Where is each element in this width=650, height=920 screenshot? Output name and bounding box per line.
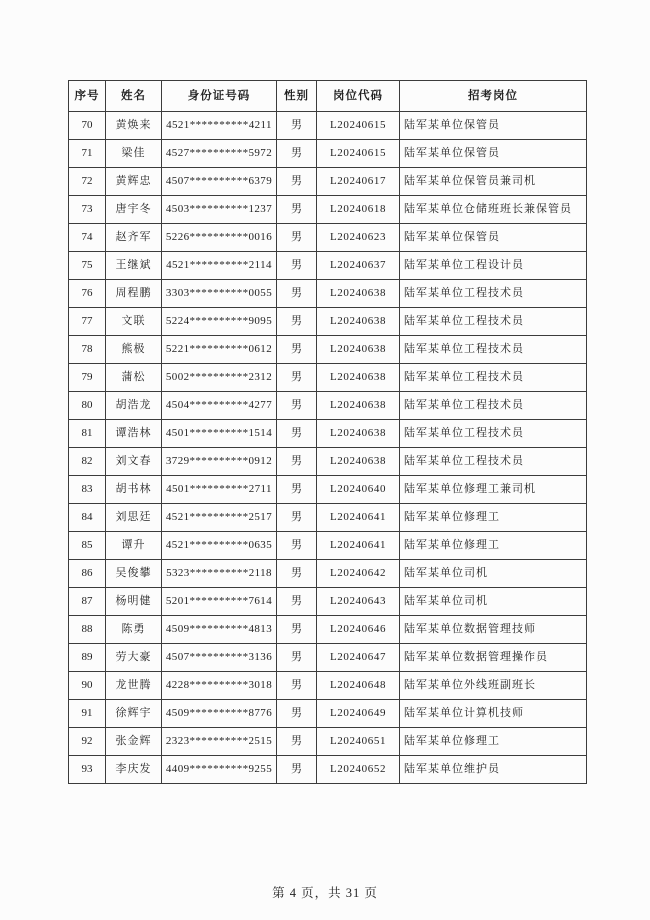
id-number-cell: 4503**********1237	[162, 196, 277, 224]
post-code-cell: L20240651	[317, 728, 400, 756]
table-row	[69, 728, 587, 756]
name-cell: 杨明健	[106, 588, 162, 616]
post-code-cell: L20240642	[317, 560, 400, 588]
serial-cell: 74	[69, 224, 106, 252]
serial-cell: 73	[69, 196, 106, 224]
table-row	[69, 168, 587, 196]
id-number-cell: 4521**********0635	[162, 532, 277, 560]
name-cell: 李庆发	[106, 756, 162, 784]
serial-cell: 82	[69, 448, 106, 476]
id-number-cell: 4504**********4277	[162, 392, 277, 420]
header-row	[69, 81, 587, 112]
post-title-cell: 陆军某单位修理工	[400, 728, 587, 756]
gender-cell: 男	[277, 588, 317, 616]
page-number-footer: 第 4 页，共 31 页	[272, 886, 378, 900]
gender-cell: 男	[277, 364, 317, 392]
post-code-cell: L20240652	[317, 756, 400, 784]
post-title-cell: 陆军某单位工程设计员	[400, 252, 587, 280]
table-row	[69, 252, 587, 280]
post-title-cell: 陆军某单位修理工兼司机	[400, 476, 587, 504]
post-code-cell: L20240623	[317, 224, 400, 252]
id-number-cell: 5226**********0016	[162, 224, 277, 252]
table-row	[69, 364, 587, 392]
post-title-cell: 陆军某单位数据管理操作员	[400, 644, 587, 672]
table-row	[69, 588, 587, 616]
gender-cell: 男	[277, 476, 317, 504]
name-cell: 赵齐军	[106, 224, 162, 252]
post-title-cell: 陆军某单位工程技术员	[400, 448, 587, 476]
name-cell: 黄辉忠	[106, 168, 162, 196]
gender-cell: 男	[277, 420, 317, 448]
gender-cell: 男	[277, 728, 317, 756]
id-number-cell: 5323**********2118	[162, 560, 277, 588]
name-cell: 熊极	[106, 336, 162, 364]
serial-cell: 71	[69, 140, 106, 168]
serial-cell: 70	[69, 112, 106, 140]
gender-cell: 男	[277, 448, 317, 476]
post-title-cell: 陆军某单位保管员	[400, 140, 587, 168]
post-title-cell: 陆军某单位修理工	[400, 532, 587, 560]
name-cell: 文联	[106, 308, 162, 336]
table-header	[69, 81, 587, 112]
table-row	[69, 420, 587, 448]
table-row	[69, 196, 587, 224]
table-row	[69, 756, 587, 784]
post-title-cell: 陆军某单位工程技术员	[400, 336, 587, 364]
serial-cell: 85	[69, 532, 106, 560]
gender-cell: 男	[277, 532, 317, 560]
post-code-cell: L20240640	[317, 476, 400, 504]
id-number-cell: 3303**********0055	[162, 280, 277, 308]
post-title-cell: 陆军某单位维护员	[400, 756, 587, 784]
post-title-cell: 陆军某单位计算机技师	[400, 700, 587, 728]
table-row	[69, 392, 587, 420]
name-cell: 龙世腾	[106, 672, 162, 700]
table-row	[69, 644, 587, 672]
name-cell: 梁佳	[106, 140, 162, 168]
serial-cell: 72	[69, 168, 106, 196]
post-code-cell: L20240618	[317, 196, 400, 224]
post-code-cell: L20240646	[317, 616, 400, 644]
id-number-cell: 4501**********2711	[162, 476, 277, 504]
post-code-cell: L20240638	[317, 364, 400, 392]
name-cell: 劳大豪	[106, 644, 162, 672]
post-code-cell: L20240615	[317, 140, 400, 168]
post-title-cell: 陆军某单位数据管理技师	[400, 616, 587, 644]
name-cell: 唐宇冬	[106, 196, 162, 224]
gender-cell: 男	[277, 672, 317, 700]
column-header-col-id: 身份证号码	[162, 81, 277, 112]
post-code-cell: L20240615	[317, 112, 400, 140]
serial-cell: 81	[69, 420, 106, 448]
column-header-col-post: 招考岗位	[400, 81, 587, 112]
table-row	[69, 112, 587, 140]
gender-cell: 男	[277, 308, 317, 336]
post-code-cell: L20240638	[317, 308, 400, 336]
table-row	[69, 280, 587, 308]
name-cell: 谭升	[106, 532, 162, 560]
gender-cell: 男	[277, 224, 317, 252]
post-code-cell: L20240617	[317, 168, 400, 196]
name-cell: 吴俊攀	[106, 560, 162, 588]
id-number-cell: 4521**********2114	[162, 252, 277, 280]
post-title-cell: 陆军某单位保管员兼司机	[400, 168, 587, 196]
name-cell: 蒲松	[106, 364, 162, 392]
gender-cell: 男	[277, 112, 317, 140]
table-row	[69, 532, 587, 560]
gender-cell: 男	[277, 616, 317, 644]
post-title-cell: 陆军某单位保管员	[400, 224, 587, 252]
post-title-cell: 陆军某单位工程技术员	[400, 364, 587, 392]
id-number-cell: 4507**********3136	[162, 644, 277, 672]
id-number-cell: 4507**********6379	[162, 168, 277, 196]
table-row	[69, 560, 587, 588]
gender-cell: 男	[277, 756, 317, 784]
table-row	[69, 448, 587, 476]
table-row	[69, 140, 587, 168]
serial-cell: 92	[69, 728, 106, 756]
gender-cell: 男	[277, 644, 317, 672]
table-row	[69, 504, 587, 532]
name-cell: 陈勇	[106, 616, 162, 644]
table-row	[69, 672, 587, 700]
post-code-cell: L20240637	[317, 252, 400, 280]
gender-cell: 男	[277, 196, 317, 224]
serial-cell: 80	[69, 392, 106, 420]
serial-cell: 79	[69, 364, 106, 392]
serial-cell: 90	[69, 672, 106, 700]
gender-cell: 男	[277, 280, 317, 308]
name-cell: 胡书林	[106, 476, 162, 504]
serial-cell: 84	[69, 504, 106, 532]
id-number-cell: 2323**********2515	[162, 728, 277, 756]
table-row	[69, 700, 587, 728]
post-title-cell: 陆军某单位工程技术员	[400, 280, 587, 308]
post-title-cell: 陆军某单位工程技术员	[400, 392, 587, 420]
post-title-cell: 陆军某单位仓储班班长兼保管员	[400, 196, 587, 224]
name-cell: 徐辉宇	[106, 700, 162, 728]
post-code-cell: L20240643	[317, 588, 400, 616]
column-header-col-sex: 性别	[277, 81, 317, 112]
post-code-cell: L20240638	[317, 392, 400, 420]
table-row	[69, 616, 587, 644]
post-title-cell: 陆军某单位保管员	[400, 112, 587, 140]
id-number-cell: 4228**********3018	[162, 672, 277, 700]
name-cell: 胡浩龙	[106, 392, 162, 420]
serial-cell: 76	[69, 280, 106, 308]
serial-cell: 89	[69, 644, 106, 672]
id-number-cell: 4527**********5972	[162, 140, 277, 168]
id-number-cell: 3729**********0912	[162, 448, 277, 476]
gender-cell: 男	[277, 336, 317, 364]
table-row	[69, 336, 587, 364]
gender-cell: 男	[277, 560, 317, 588]
gender-cell: 男	[277, 140, 317, 168]
gender-cell: 男	[277, 252, 317, 280]
post-code-cell: L20240638	[317, 420, 400, 448]
column-header-col-code: 岗位代码	[317, 81, 400, 112]
id-number-cell: 4509**********8776	[162, 700, 277, 728]
name-cell: 谭浩林	[106, 420, 162, 448]
id-number-cell: 5201**********7614	[162, 588, 277, 616]
id-number-cell: 4501**********1514	[162, 420, 277, 448]
id-number-cell: 4521**********4211	[162, 112, 277, 140]
name-cell: 刘文春	[106, 448, 162, 476]
post-code-cell: L20240638	[317, 448, 400, 476]
name-cell: 张金辉	[106, 728, 162, 756]
post-title-cell: 陆军某单位工程技术员	[400, 308, 587, 336]
serial-cell: 78	[69, 336, 106, 364]
serial-cell: 91	[69, 700, 106, 728]
table-row	[69, 308, 587, 336]
gender-cell: 男	[277, 168, 317, 196]
post-code-cell: L20240648	[317, 672, 400, 700]
id-number-cell: 4521**********2517	[162, 504, 277, 532]
column-header-col-no: 序号	[69, 81, 106, 112]
gender-cell: 男	[277, 392, 317, 420]
gender-cell: 男	[277, 504, 317, 532]
serial-cell: 83	[69, 476, 106, 504]
post-title-cell: 陆军某单位司机	[400, 588, 587, 616]
post-code-cell: L20240641	[317, 504, 400, 532]
post-title-cell: 陆军某单位工程技术员	[400, 420, 587, 448]
table-body	[69, 112, 587, 784]
post-code-cell: L20240647	[317, 644, 400, 672]
table-row	[69, 476, 587, 504]
id-number-cell: 4409**********9255	[162, 756, 277, 784]
name-cell: 王继斌	[106, 252, 162, 280]
roster-table-container	[68, 80, 586, 784]
post-code-cell: L20240641	[317, 532, 400, 560]
post-code-cell: L20240638	[317, 280, 400, 308]
serial-cell: 86	[69, 560, 106, 588]
post-code-cell: L20240649	[317, 700, 400, 728]
serial-cell: 77	[69, 308, 106, 336]
name-cell: 刘思廷	[106, 504, 162, 532]
post-title-cell: 陆军某单位修理工	[400, 504, 587, 532]
id-number-cell: 5002**********2312	[162, 364, 277, 392]
post-title-cell: 陆军某单位司机	[400, 560, 587, 588]
post-title-cell: 陆军某单位外线班副班长	[400, 672, 587, 700]
id-number-cell: 5224**********9095	[162, 308, 277, 336]
id-number-cell: 5221**********0612	[162, 336, 277, 364]
serial-cell: 75	[69, 252, 106, 280]
table-row	[69, 224, 587, 252]
gender-cell: 男	[277, 700, 317, 728]
post-code-cell: L20240638	[317, 336, 400, 364]
name-cell: 黄焕来	[106, 112, 162, 140]
serial-cell: 88	[69, 616, 106, 644]
recruitment-roster-table	[68, 80, 587, 784]
id-number-cell: 4509**********4813	[162, 616, 277, 644]
column-header-col-name: 姓名	[106, 81, 162, 112]
serial-cell: 93	[69, 756, 106, 784]
serial-cell: 87	[69, 588, 106, 616]
name-cell: 周程鹏	[106, 280, 162, 308]
